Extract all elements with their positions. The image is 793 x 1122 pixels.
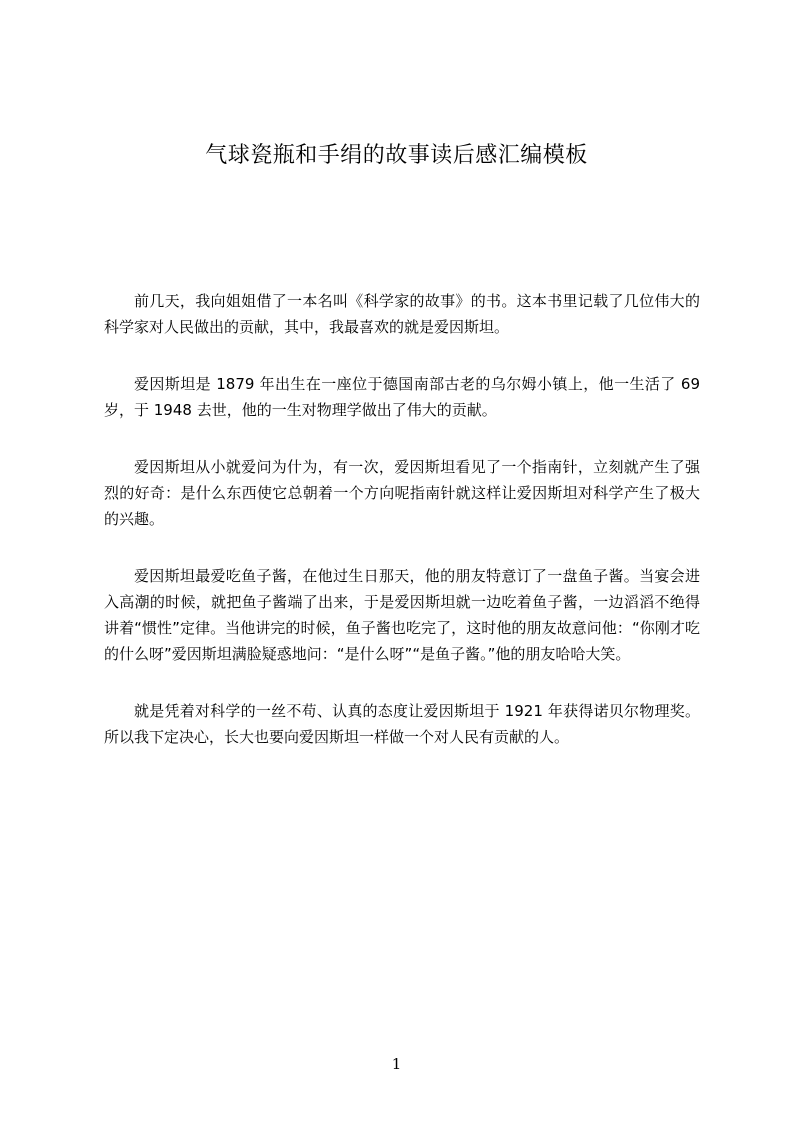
document-body [104, 288, 700, 781]
paragraph-1: 前几天，我向姐姐借了一本名叫《科学家的故事》的书。这本书里记载了几位伟大的科学家对人民做出的贡献，其中，我最喜欢的就是爱因斯坦。 [104, 292, 700, 336]
page-number: 1 [391, 1055, 402, 1073]
document-title: 气球瓷瓶和手绢的故事读后感汇编模板 [205, 143, 588, 168]
paragraph-5: 就是凭着对科学的一丝不苟、认真的态度让爱因斯坦于 1921 年获得诺贝尔物理奖。所以我下定决心，长大也要向爱因斯坦一样做一个对人民有贡献的人。 [104, 702, 700, 746]
paragraph-3: 爱因斯坦从小就爱问为什为，有一次，爱因斯坦看见了一个指南针，立刻就产生了强烈的好奇：是什么东西使它总朝着一个方向呢指南针就这样让爱因斯坦对科学产生了极大的兴趣。 [104, 458, 700, 528]
paragraph-2: 爱因斯坦是 1879 年出生在一座位于德国南部古老的乌尔姆小镇上，他一生活了 69 岁，于 1948 去世，他的一生对物理学做出了伟大的贡献。 [104, 375, 700, 419]
paragraph-4: 爱因斯坦最爱吃鱼子酱，在他过生日那天，他的朋友特意订了一盘鱼子酱。当宴会进入高潮的时候，就把鱼子酱端了出来，于是爱因斯坦就一边吃着鱼子酱，一边滔滔不绝得讲着“惯性”定律。当他讲完的时候，鱼子酱也吃完了，这时他的朋友故意问他：“你刚才吃的什么呀”爱因斯坦满脸疑惑地问：“是什么呀”“是鱼子酱。”他的朋友哈哈大笑。 [104, 567, 700, 663]
